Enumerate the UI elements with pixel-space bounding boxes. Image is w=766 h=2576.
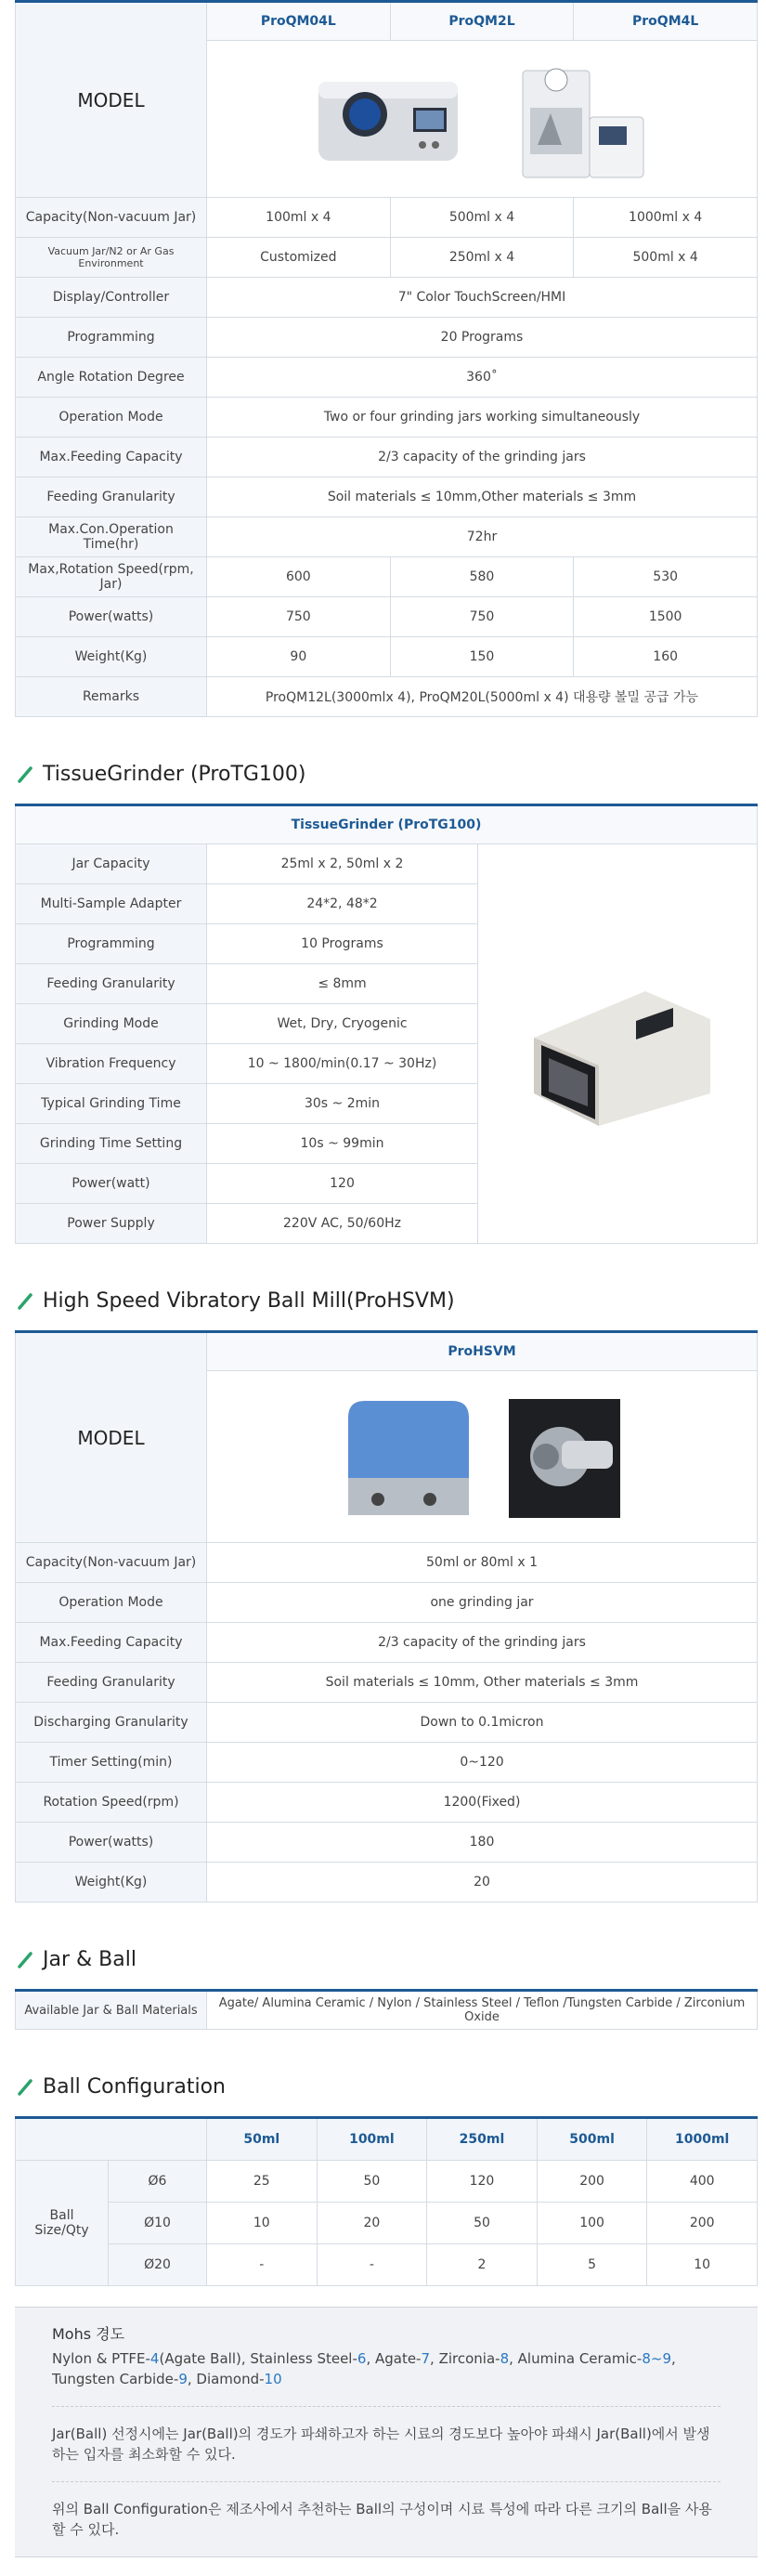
mohs-note — [52, 2308, 721, 2407]
section-slash-icon — [17, 1952, 33, 1968]
ball-config-section-title: Ball Configuration — [15, 2072, 758, 2103]
hsvm-row — [16, 1823, 758, 1863]
qm-row-label: Capacity(Non-vacuum Jar) — [16, 198, 207, 238]
tissuegrinder-row-value: 30s ~ 2min — [207, 1084, 478, 1124]
jar-ball-materials: Agate/ Alumina Ceramic / Nylon / Stainless Steel / Teflon /Tungsten Carbide / Zirconium Oxide — [207, 1991, 758, 2030]
tissuegrinder-header: TissueGrinder (ProTG100) — [16, 805, 758, 844]
tissuegrinder-row-label: Multi-Sample Adapter — [16, 884, 207, 924]
qm-row-label: Power(watts) — [16, 597, 207, 637]
ball-size: Ø10 — [109, 2203, 207, 2244]
qm-row-cell: 530 — [574, 557, 758, 597]
ball-config-note: 위의 Ball Configuration은 제조사에서 추천하는 Ball의 구성이며 시료 특성에 따라 다른 크기의 Ball을 사용할 수 있다. — [52, 2501, 712, 2538]
hsvm-row-value: 20 — [207, 1863, 758, 1903]
ball-qty: 120 — [427, 2161, 538, 2203]
qm-row-value: 360˚ — [207, 358, 758, 398]
hsvm-row-label: Discharging Granularity — [16, 1703, 207, 1743]
hsvm-section-title: High Speed Vibratory Ball Mill(ProHSVM) — [15, 1286, 758, 1317]
notes-panel — [15, 2307, 758, 2557]
qm-row-value: Soil materials ≤ 10mm,Other materials ≤ 3mm — [207, 477, 758, 517]
qm-spec-row — [16, 597, 758, 637]
ball-qty: 2 — [427, 2244, 538, 2286]
hsvm-spec-rows — [16, 1543, 758, 1903]
ball-size: Ø20 — [109, 2244, 207, 2286]
qm-spec-row — [16, 358, 758, 398]
qm-row-label: Max,Rotation Speed(rpm, Jar) — [16, 557, 207, 597]
qm-row-label: Vacuum Jar/N2 or Ar Gas Environment — [16, 238, 207, 278]
hsvm-row-value: 180 — [207, 1823, 758, 1863]
qm-row-label: Feeding Granularity — [16, 477, 207, 517]
ball-config-rows — [16, 2161, 758, 2286]
qm-row-label: Remarks — [16, 677, 207, 717]
ball-config-table — [15, 2116, 758, 2286]
mohs-hardness: 10 — [264, 2371, 282, 2387]
tissuegrinder-spec-rows — [16, 844, 758, 1244]
tissuegrinder-row-value: 10s ~ 99min — [207, 1124, 478, 1164]
qm-row-cell: 100ml x 4 — [207, 198, 391, 238]
mohs-values — [52, 2348, 721, 2389]
mohs-material: , Alumina Ceramic- — [509, 2350, 643, 2367]
qm-row-cell: 250ml x 4 — [390, 238, 574, 278]
mohs-material: Nylon & PTFE- — [52, 2350, 150, 2367]
ball-qty: 5 — [537, 2244, 647, 2286]
qm-row-cell: 1000ml x 4 — [574, 198, 758, 238]
qm-spec-row — [16, 198, 758, 238]
qm-row-cell: 500ml x 4 — [574, 238, 758, 278]
qm-row-value: 7" Color TouchScreen/HMI — [207, 278, 758, 318]
page — [15, 0, 758, 2557]
ball-config-row — [16, 2244, 758, 2286]
hsvm-row-value: Down to 0.1micron — [207, 1703, 758, 1743]
hsvm-row-value: one grinding jar — [207, 1583, 758, 1623]
proqm04l-product-image — [311, 63, 469, 175]
qm-row-label: Weight(Kg) — [16, 637, 207, 677]
ball-config-volume: 1000ml — [647, 2118, 758, 2161]
tissuegrinder-row-label: Programming — [16, 924, 207, 964]
qm-model-2: ProQM2L — [390, 2, 574, 41]
qm-row-value: 20 Programs — [207, 318, 758, 358]
ball-qty: 200 — [647, 2203, 758, 2244]
mohs-hardness: 8~9 — [642, 2350, 671, 2367]
qm-row-cell: 150 — [390, 637, 574, 677]
prohsvm-product-image — [339, 1390, 478, 1524]
ball-qty: 100 — [537, 2203, 647, 2244]
protg100-product-image — [515, 954, 720, 1131]
ball-qty: 50 — [317, 2161, 427, 2203]
mohs-material: , Tungsten Carbide- — [52, 2350, 676, 2387]
qm-row-value: Two or four grinding jars working simultaneously — [207, 398, 758, 438]
tissuegrinder-row-label: Power Supply — [16, 1204, 207, 1244]
tissuegrinder-row-value: 220V AC, 50/60Hz — [207, 1204, 478, 1244]
qm-row-label: Max.Con.Operation Time(hr) — [16, 517, 207, 557]
hsvm-row — [16, 1783, 758, 1823]
hsvm-row — [16, 1543, 758, 1583]
tissuegrinder-row-value: Wet, Dry, Cryogenic — [207, 1004, 478, 1044]
qm-spec-row — [16, 557, 758, 597]
section-slash-icon — [17, 1293, 33, 1310]
tissuegrinder-row-value: 25ml x 2, 50ml x 2 — [207, 844, 478, 884]
ball-qty: 10 — [647, 2244, 758, 2286]
hsvm-row — [16, 1863, 758, 1903]
hsvm-row-label: Capacity(Non-vacuum Jar) — [16, 1543, 207, 1583]
mohs-title: Mohs 경도 — [52, 2325, 125, 2343]
qm-model-label: MODEL — [16, 2, 207, 198]
ball-qty: - — [317, 2244, 427, 2286]
hsvm-product-images — [207, 1371, 758, 1543]
ball-config-volume: 500ml — [537, 2118, 647, 2161]
tissuegrinder-row-label: Typical Grinding Time — [16, 1084, 207, 1124]
hsvm-row — [16, 1703, 758, 1743]
qm-row-cell: 1500 — [574, 597, 758, 637]
qm-row-cell: 600 — [207, 557, 391, 597]
tissuegrinder-row-value: 24*2, 48*2 — [207, 884, 478, 924]
ball-qty: 10 — [207, 2203, 318, 2244]
hsvm-row-label: Weight(Kg) — [16, 1863, 207, 1903]
qm-row-cell: 160 — [574, 637, 758, 677]
hsvm-row-label: Max.Feeding Capacity — [16, 1623, 207, 1663]
tissuegrinder-row-label: Grinding Mode — [16, 1004, 207, 1044]
qm-product-images — [207, 41, 758, 198]
qm-spec-row — [16, 477, 758, 517]
qm-row-label: Programming — [16, 318, 207, 358]
hsvm-row-label: Feeding Granularity — [16, 1663, 207, 1703]
mohs-hardness: 9 — [178, 2371, 188, 2387]
mohs-hardness: 8 — [500, 2350, 510, 2367]
hsvm-row-value: 0~120 — [207, 1743, 758, 1783]
hsvm-row-value: 2/3 capacity of the grinding jars — [207, 1623, 758, 1663]
ball-qty: 50 — [427, 2203, 538, 2244]
qm-row-cell: 750 — [207, 597, 391, 637]
qm-row-value: ProQM12L(3000mlx 4), ProQM20L(5000ml x 4) 대용량 볼밀 공급 가능 — [207, 677, 758, 717]
tissuegrinder-row-value: 10 Programs — [207, 924, 478, 964]
qm-spec-row — [16, 318, 758, 358]
qm-row-cell: 500ml x 4 — [390, 198, 574, 238]
hsvm-row-value: Soil materials ≤ 10mm, Other materials ≤ 3mm — [207, 1663, 758, 1703]
ball-config-header — [16, 2118, 758, 2161]
tissuegrinder-spec-table — [15, 804, 758, 1244]
qm-row-cell: 750 — [390, 597, 574, 637]
hsvm-row — [16, 1583, 758, 1623]
ball-qty: - — [207, 2244, 318, 2286]
jar-ball-table — [15, 1989, 758, 2030]
jar-selection-note: Jar(Ball) 선정시에는 Jar(Ball)의 경도가 파쇄하고자 하는 시료의 경도보다 높아야 파쇄시 Jar(Ball)에서 발생하는 입자를 최소화할 수 있다. — [52, 2407, 721, 2482]
proqm2l-product-image — [513, 52, 653, 187]
qm-spec-row — [16, 677, 758, 717]
qm-row-label: Display/Controller — [16, 278, 207, 318]
hsvm-row-value: 50ml or 80ml x 1 — [207, 1543, 758, 1583]
ball-config-corner — [16, 2118, 207, 2161]
ball-config-volume: 50ml — [207, 2118, 318, 2161]
tissuegrinder-section-title: TissueGrinder (ProTG100) — [15, 759, 758, 791]
hsvm-spec-table — [15, 1330, 758, 1903]
ball-config-row — [16, 2203, 758, 2244]
qm-row-label: Operation Mode — [16, 398, 207, 438]
qm-spec-row — [16, 278, 758, 318]
tissuegrinder-row — [16, 844, 758, 884]
qm-spec-row — [16, 238, 758, 278]
qm-spec-row — [16, 438, 758, 477]
tissuegrinder-row-value: 10 ~ 1800/min(0.17 ~ 30Hz) — [207, 1044, 478, 1084]
qm-row-value: 2/3 capacity of the grinding jars — [207, 438, 758, 477]
ball-size: Ø6 — [109, 2161, 207, 2203]
ball-config-row — [16, 2161, 758, 2203]
mohs-material: , Agate- — [366, 2350, 422, 2367]
ball-config-volume: 250ml — [427, 2118, 538, 2161]
hsvm-row-value: 1200(Fixed) — [207, 1783, 758, 1823]
mohs-hardness: 7 — [421, 2350, 431, 2367]
ball-qty: 20 — [317, 2203, 427, 2244]
tissuegrinder-row-label: Feeding Granularity — [16, 964, 207, 1004]
hsvm-row-label: Operation Mode — [16, 1583, 207, 1623]
qm-spec-table — [15, 0, 758, 717]
jar-ball-section-title: Jar & Ball — [15, 1944, 758, 1976]
prohsvm-detail-image — [504, 1390, 625, 1524]
hsvm-header: ProHSVM — [207, 1332, 758, 1371]
mohs-material: , Diamond- — [187, 2371, 265, 2387]
ball-qty: 400 — [647, 2161, 758, 2203]
hsvm-row-label: Rotation Speed(rpm) — [16, 1783, 207, 1823]
qm-row-cell: 580 — [390, 557, 574, 597]
ball-config-header-row — [16, 2118, 758, 2161]
hsvm-row — [16, 1663, 758, 1703]
hsvm-row — [16, 1623, 758, 1663]
ball-size-qty-label: Ball Size/Qty — [16, 2161, 109, 2286]
qm-model-3: ProQM4L — [574, 2, 758, 41]
jar-ball-label: Available Jar & Ball Materials — [16, 1991, 207, 2030]
hsvm-model-label: MODEL — [16, 1332, 207, 1543]
hsvm-row — [16, 1743, 758, 1783]
ball-qty: 200 — [537, 2161, 647, 2203]
qm-spec-row — [16, 398, 758, 438]
hsvm-row-label: Power(watts) — [16, 1823, 207, 1863]
mohs-hardness: 6 — [357, 2350, 367, 2367]
mohs-material: (Agate Ball), Stainless Steel- — [159, 2350, 357, 2367]
mohs-material: , Zirconia- — [430, 2350, 500, 2367]
ball-config-volume: 100ml — [317, 2118, 427, 2161]
tissuegrinder-row-value: 120 — [207, 1164, 478, 1204]
qm-row-value: 72hr — [207, 517, 758, 557]
qm-row-label: Max.Feeding Capacity — [16, 438, 207, 477]
tissuegrinder-row-value: ≤ 8mm — [207, 964, 478, 1004]
qm-spec-row — [16, 517, 758, 557]
tissuegrinder-row-label: Power(watt) — [16, 1164, 207, 1204]
tissuegrinder-image-cell — [478, 844, 758, 1244]
qm-model-1: ProQM04L — [207, 2, 391, 41]
mohs-hardness: 4 — [149, 2350, 160, 2367]
section-slash-icon — [17, 2079, 33, 2096]
hsvm-row-label: Timer Setting(min) — [16, 1743, 207, 1783]
qm-spec-rows — [16, 198, 758, 717]
section-slash-icon — [17, 766, 33, 783]
qm-row-cell: 90 — [207, 637, 391, 677]
tissuegrinder-row-label: Vibration Frequency — [16, 1044, 207, 1084]
tissuegrinder-row-label: Jar Capacity — [16, 844, 207, 884]
qm-row-cell: Customized — [207, 238, 391, 278]
tissuegrinder-row-label: Grinding Time Setting — [16, 1124, 207, 1164]
qm-spec-row — [16, 637, 758, 677]
ball-qty: 25 — [207, 2161, 318, 2203]
qm-row-label: Angle Rotation Degree — [16, 358, 207, 398]
